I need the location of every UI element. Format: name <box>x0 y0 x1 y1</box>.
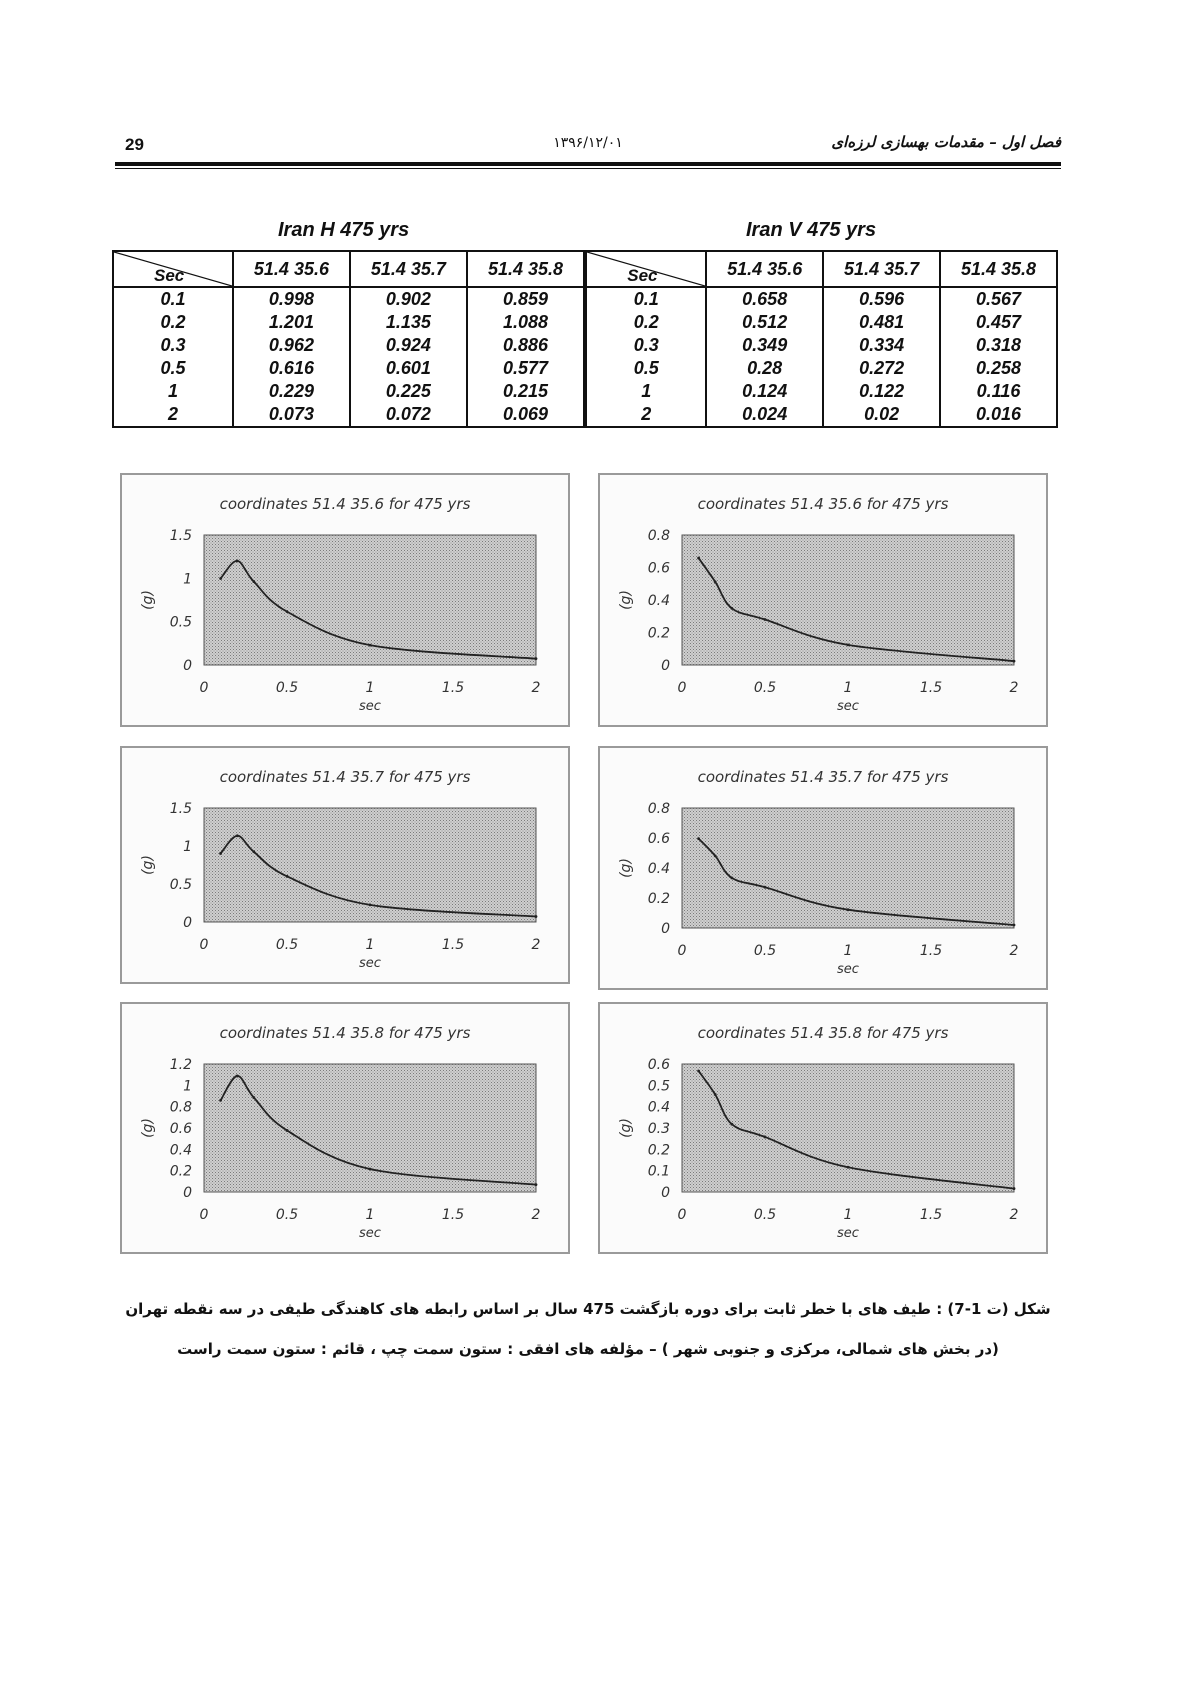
x-axis-label: sec <box>359 699 381 714</box>
y-tick-label: 0 <box>661 1185 670 1201</box>
x-tick-label: 0 <box>199 937 209 953</box>
x-axis-label: sec <box>359 956 381 971</box>
data-point <box>1013 660 1016 663</box>
v-value-cell: 0.596 <box>823 287 940 311</box>
period-cell: 1 <box>113 380 233 403</box>
chapter-title: فصل اول – مقدمات بهسازی لرزه‌ای <box>831 133 1061 151</box>
x-tick-label: 1 <box>843 943 853 959</box>
v-value-cell: 0.349 <box>706 334 823 357</box>
x-tick-label: 0.5 <box>753 1207 777 1223</box>
x-tick-label: 2 <box>531 937 541 953</box>
v-value-cell: 0.02 <box>823 403 940 427</box>
h-value-cell: 0.616 <box>233 357 350 380</box>
chart-title: coordinates 51.4 35.8 for 475 yrs <box>219 1024 471 1042</box>
v-value-cell: 0.457 <box>940 311 1057 334</box>
table-row <box>113 357 1057 380</box>
data-point <box>252 580 255 583</box>
v-value-cell: 0.318 <box>940 334 1057 357</box>
h-value-cell: 0.962 <box>233 334 350 357</box>
y-axis-label: (g) <box>140 590 156 610</box>
x-axis-label: sec <box>837 699 859 714</box>
period-cell: 0.2 <box>113 311 233 334</box>
x-tick-label: 0.5 <box>275 1207 299 1223</box>
h-coord-header: 51.4 35.8 <box>467 251 585 287</box>
page-header <box>115 125 1061 165</box>
data-point <box>236 560 239 563</box>
x-tick-label: 0 <box>677 943 687 959</box>
data-point <box>847 643 850 646</box>
data-point <box>714 854 717 857</box>
y-tick-label: 0 <box>183 915 192 931</box>
data-point <box>697 1070 700 1073</box>
h-coord-header: 51.4 35.6 <box>233 251 350 287</box>
chart-title: coordinates 51.4 35.7 for 475 yrs <box>697 768 949 786</box>
h-value-cell: 0.069 <box>467 403 585 427</box>
y-tick-label: 0 <box>183 1185 192 1201</box>
y-tick-label: 0 <box>183 658 192 674</box>
y-axis-label: (g) <box>140 855 156 875</box>
h-value-cell: 0.998 <box>233 287 350 311</box>
h-value-cell: 1.135 <box>350 311 467 334</box>
figure-caption-line1: شکل (ت 1-7) : طیف های با خطر ثابت برای دوره بازگشت 475 سال بر اساس رابطه های کاهندگی طیفی در سه نقطه تهران <box>125 1300 1051 1318</box>
x-tick-label: 2 <box>531 680 541 696</box>
data-point <box>697 557 700 560</box>
v-sec-header <box>585 251 706 287</box>
table-title-vertical: Iran V 475 yrs <box>746 219 877 241</box>
y-tick-label: 0.1 <box>647 1163 670 1180</box>
v-coord-header: 51.4 35.7 <box>823 251 940 287</box>
period-cell: 0.3 <box>113 334 233 357</box>
h-coord-header: 51.4 35.7 <box>350 251 467 287</box>
period-cell: 0.5 <box>585 357 706 380</box>
data-point <box>369 904 372 907</box>
h-value-cell: 0.924 <box>350 334 467 357</box>
period-cell: 0.2 <box>585 311 706 334</box>
spectrum-chart <box>600 1004 1046 1252</box>
y-tick-label: 0 <box>661 921 670 937</box>
x-tick-label: 1 <box>843 680 853 696</box>
v-value-cell: 0.28 <box>706 357 823 380</box>
data-point <box>236 1075 239 1078</box>
x-tick-label: 0 <box>677 1207 687 1223</box>
sec-label: Sec <box>627 266 658 285</box>
x-tick-label: 1.5 <box>919 1207 943 1223</box>
y-tick-label: 0.2 <box>647 891 670 907</box>
page-number: 29 <box>125 135 144 154</box>
table-row <box>113 380 1057 403</box>
h-value-cell: 0.072 <box>350 403 467 427</box>
chart-panel-h-35-6 <box>120 473 570 727</box>
y-tick-label: 0.8 <box>647 801 670 817</box>
h-sec-header <box>113 251 233 287</box>
data-point <box>535 657 538 660</box>
y-axis-label: (g) <box>618 858 634 878</box>
period-cell: 1 <box>585 380 706 403</box>
spectrum-chart <box>122 475 568 725</box>
v-value-cell: 0.024 <box>706 403 823 427</box>
header-rule-thick <box>115 162 1061 166</box>
data-point <box>764 1136 767 1139</box>
spectrum-chart <box>122 748 568 982</box>
plot-area <box>682 1064 1014 1192</box>
period-cell: 0.3 <box>585 334 706 357</box>
chart-panel-h-35-7 <box>120 746 570 984</box>
figure-caption-line2: (در بخش های شمالی، مرکزی و جنوبی شهر ) – مؤلفه های افقی : ستون سمت چپ ، قائم : ستون سمت راست <box>177 1340 999 1358</box>
h-value-cell: 0.229 <box>233 380 350 403</box>
spectrum-chart <box>122 1004 568 1252</box>
v-value-cell: 0.481 <box>823 311 940 334</box>
data-point <box>847 908 850 911</box>
x-tick-label: 1 <box>365 680 375 696</box>
h-value-cell: 0.215 <box>467 380 585 403</box>
table-header-row <box>113 251 1057 287</box>
y-tick-label: 0.8 <box>169 1099 192 1116</box>
data-point <box>764 886 767 889</box>
h-value-cell: 0.225 <box>350 380 467 403</box>
v-value-cell: 0.334 <box>823 334 940 357</box>
chart-panel-v-35-6 <box>598 473 1048 727</box>
v-coord-header: 51.4 35.8 <box>940 251 1057 287</box>
header-rule-thin <box>115 168 1061 169</box>
y-tick-label: 0.3 <box>647 1121 670 1137</box>
y-tick-label: 0.6 <box>169 1121 192 1137</box>
y-tick-label: 1 <box>183 1078 192 1095</box>
v-value-cell: 0.258 <box>940 357 1057 380</box>
h-value-cell: 0.902 <box>350 287 467 311</box>
data-point <box>697 837 700 840</box>
x-tick-label: 1.5 <box>919 943 943 959</box>
v-value-cell: 0.122 <box>823 380 940 403</box>
y-tick-label: 1.5 <box>169 528 192 544</box>
y-tick-label: 0.2 <box>647 1142 670 1159</box>
table-row <box>113 287 1057 311</box>
x-tick-label: 1.5 <box>919 680 943 696</box>
h-value-cell: 0.601 <box>350 357 467 380</box>
data-point <box>1013 924 1016 927</box>
period-cell: 0.1 <box>585 287 706 311</box>
y-tick-label: 0.6 <box>647 560 670 577</box>
x-tick-label: 2 <box>1009 680 1019 696</box>
data-point <box>252 850 255 853</box>
spectrum-chart <box>600 748 1046 988</box>
chart-panel-v-35-7 <box>598 746 1048 990</box>
x-tick-label: 0 <box>677 680 687 696</box>
y-tick-label: 0.5 <box>647 1078 670 1095</box>
x-tick-label: 0 <box>199 1207 209 1223</box>
data-point <box>252 1096 255 1099</box>
table-row <box>113 334 1057 357</box>
y-tick-label: 0.4 <box>169 1142 192 1159</box>
data-point <box>369 1168 372 1171</box>
sec-label: Sec <box>154 266 185 285</box>
y-tick-label: 0.4 <box>647 593 670 609</box>
data-point <box>1013 1187 1016 1190</box>
data-point <box>286 610 289 613</box>
v-coord-header: 51.4 35.6 <box>706 251 823 287</box>
data-point <box>714 1093 717 1096</box>
h-value-cell: 1.088 <box>467 311 585 334</box>
v-value-cell: 0.512 <box>706 311 823 334</box>
y-tick-label: 0.2 <box>647 625 670 642</box>
chart-panel-h-35-8 <box>120 1002 570 1254</box>
period-cell: 2 <box>113 403 233 427</box>
data-point <box>236 834 239 837</box>
x-tick-label: 1.5 <box>441 680 465 696</box>
h-value-cell: 0.577 <box>467 357 585 380</box>
x-tick-label: 2 <box>1009 943 1019 959</box>
y-tick-label: 0 <box>661 658 670 674</box>
y-tick-label: 0.8 <box>647 528 670 544</box>
chart-title: coordinates 51.4 35.6 for 475 yrs <box>219 495 471 513</box>
h-value-cell: 0.859 <box>467 287 585 311</box>
h-value-cell: 0.073 <box>233 403 350 427</box>
y-tick-label: 0.6 <box>647 831 670 847</box>
x-tick-label: 1 <box>843 1207 853 1223</box>
y-tick-label: 1.2 <box>169 1057 192 1073</box>
data-point <box>730 1123 733 1126</box>
y-axis-label: (g) <box>140 1118 156 1138</box>
x-tick-label: 1 <box>365 1207 375 1223</box>
x-tick-label: 1 <box>365 937 375 953</box>
v-value-cell: 0.272 <box>823 357 940 380</box>
x-tick-label: 2 <box>531 1207 541 1223</box>
spectrum-chart <box>600 475 1046 725</box>
v-value-cell: 0.658 <box>706 287 823 311</box>
x-tick-label: 2 <box>1009 1207 1019 1223</box>
data-point <box>730 607 733 610</box>
chart-title: coordinates 51.4 35.8 for 475 yrs <box>697 1024 949 1042</box>
v-value-cell: 0.016 <box>940 403 1057 427</box>
y-tick-label: 0.6 <box>647 1057 670 1073</box>
table-row <box>113 311 1057 334</box>
table-row <box>113 403 1057 427</box>
header-date: ۱۳۹۶/۱۲/۰۱ <box>553 135 623 151</box>
period-cell: 0.1 <box>113 287 233 311</box>
h-value-cell: 1.201 <box>233 311 350 334</box>
x-axis-label: sec <box>837 962 859 977</box>
chart-panel-v-35-8 <box>598 1002 1048 1254</box>
x-tick-label: 0 <box>199 680 209 696</box>
chart-title: coordinates 51.4 35.7 for 475 yrs <box>219 768 471 786</box>
x-tick-label: 0.5 <box>753 680 777 696</box>
v-value-cell: 0.567 <box>940 287 1057 311</box>
spectral-table <box>112 250 1058 428</box>
y-axis-label: (g) <box>618 1118 634 1138</box>
x-axis-label: sec <box>837 1226 859 1241</box>
data-point <box>535 915 538 918</box>
x-tick-label: 1.5 <box>441 937 465 953</box>
x-tick-label: 0.5 <box>275 680 299 696</box>
h-value-cell: 0.886 <box>467 334 585 357</box>
x-tick-label: 1.5 <box>441 1207 465 1223</box>
data-point <box>219 1099 222 1102</box>
data-point <box>369 644 372 647</box>
x-axis-label: sec <box>359 1226 381 1241</box>
plot-area <box>204 1064 536 1192</box>
period-cell: 0.5 <box>113 357 233 380</box>
y-axis-label: (g) <box>618 590 634 610</box>
data-point <box>730 877 733 880</box>
y-tick-label: 0.5 <box>169 877 192 893</box>
data-point <box>219 852 222 855</box>
y-tick-label: 1 <box>183 839 192 855</box>
table-title-horizontal: Iran H 475 yrs <box>278 219 410 241</box>
data-point <box>535 1183 538 1186</box>
y-tick-label: 1.5 <box>169 801 192 817</box>
y-tick-label: 1 <box>183 571 192 588</box>
x-tick-label: 0.5 <box>275 937 299 953</box>
y-tick-label: 0.2 <box>169 1163 192 1180</box>
v-value-cell: 0.124 <box>706 380 823 403</box>
data-point <box>714 580 717 583</box>
data-point <box>847 1166 850 1169</box>
chart-title: coordinates 51.4 35.6 for 475 yrs <box>697 495 949 513</box>
data-point <box>286 1129 289 1132</box>
y-tick-label: 0.5 <box>169 614 192 631</box>
period-cell: 2 <box>585 403 706 427</box>
x-tick-label: 0.5 <box>753 943 777 959</box>
v-value-cell: 0.116 <box>940 380 1057 403</box>
data-point <box>219 577 222 580</box>
data-point <box>764 618 767 621</box>
y-tick-label: 0.4 <box>647 861 670 877</box>
data-point <box>286 875 289 878</box>
y-tick-label: 0.4 <box>647 1099 670 1116</box>
